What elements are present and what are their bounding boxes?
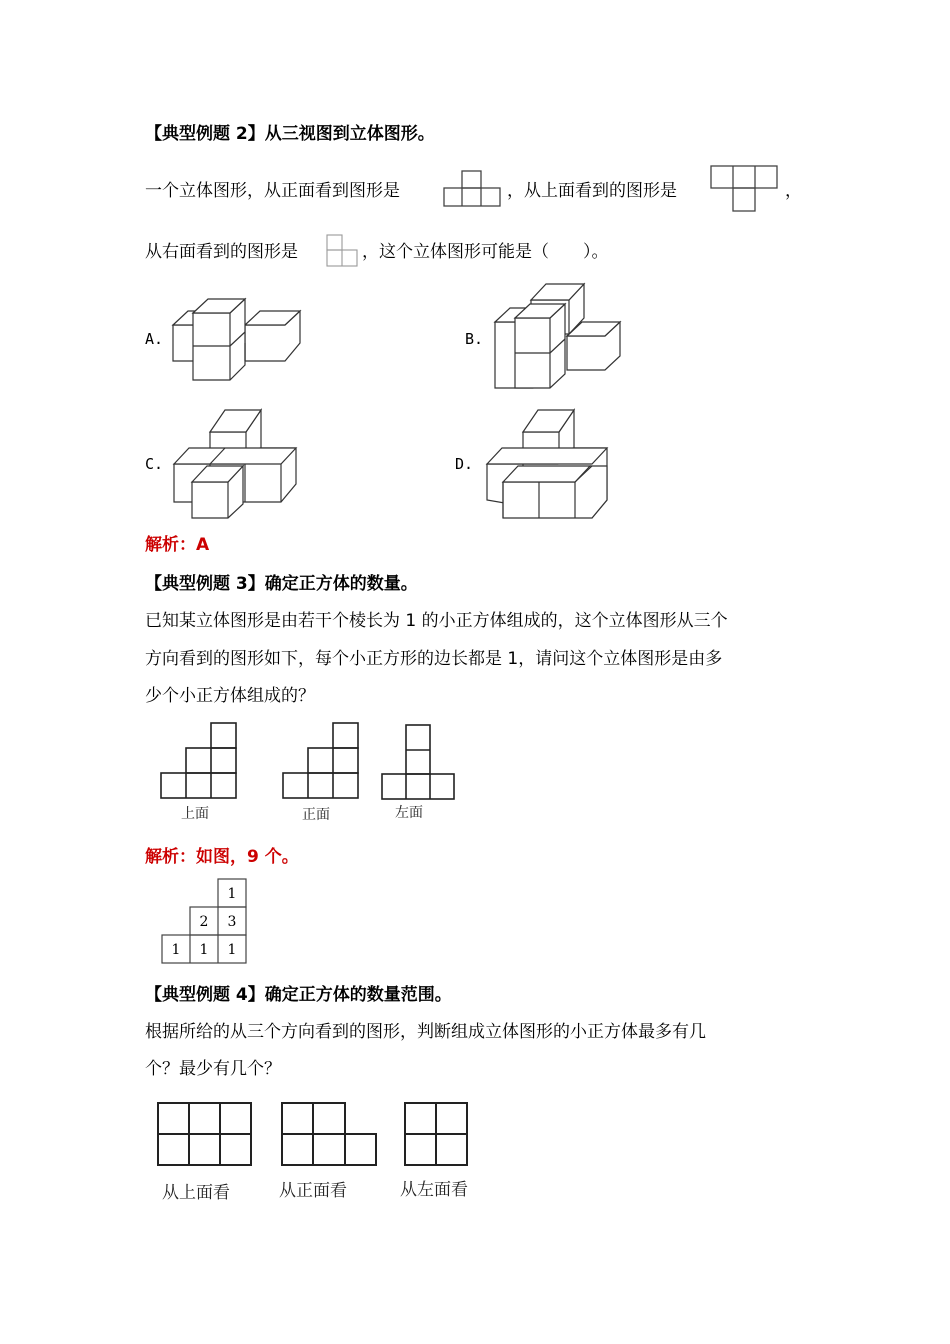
- right-view-figure: [325, 234, 361, 270]
- ex2-title: 【典型例题 2】从三视图到立体图形。: [145, 124, 435, 144]
- count-cell-mid-left: 2: [199, 914, 209, 930]
- ex3-para2: 方向看到的图形如下，每个小正方形的边长都是 1，请问这个立体图形是由多: [145, 649, 723, 669]
- option-d-figure: [485, 408, 610, 520]
- ex4-front-view: [280, 1101, 380, 1167]
- ex3-front-caption: 正面: [302, 807, 330, 823]
- count-cell-bottom-left: 1: [171, 942, 181, 958]
- ex4-left-view: [403, 1101, 471, 1167]
- count-cell-bottom-mid: 1: [199, 942, 209, 958]
- ex3-left-view: [381, 724, 459, 802]
- count-cell-mid-right: 3: [227, 914, 237, 930]
- ex2-line1-a: 一个立体图形，从正面看到图形是: [145, 181, 400, 201]
- ex3-top-caption: 上面: [181, 806, 209, 822]
- ex2-line2-a: 从右面看到的图形是: [145, 242, 298, 262]
- option-a-figure: [172, 290, 307, 382]
- ex4-title: 【典型例题 4】确定正方体的数量范围。: [145, 985, 452, 1005]
- count-cell-bottom-right: 1: [227, 942, 237, 958]
- ex4-left-caption: 从左面看: [400, 1180, 468, 1200]
- ex4-para2: 个？最少有几个？: [145, 1059, 281, 1079]
- ex4-para1: 根据所给的从三个方向看到的图形，判断组成立体图形的小正方体最多有几: [145, 1022, 706, 1042]
- option-c-figure: [172, 408, 302, 520]
- ex3-left-caption: 左面: [395, 805, 423, 821]
- ex3-count-grid: [161, 877, 251, 967]
- ex4-top-caption: 从上面看: [162, 1183, 230, 1203]
- ex2-line1-c: ，: [785, 181, 802, 201]
- ex3-title: 【典型例题 3】确定正方体的数量。: [145, 574, 418, 594]
- ex4-front-caption: 从正面看: [279, 1181, 347, 1201]
- option-d-label[interactable]: D.: [455, 455, 474, 473]
- count-cell-top: 1: [227, 886, 237, 902]
- ex2-line2-b: ，这个立体图形可能是（ ）。: [362, 242, 609, 262]
- option-b-figure: [493, 282, 623, 390]
- ex2-answer: 解析：A: [145, 535, 210, 555]
- ex3-answer: 解析：如图，9 个。: [145, 847, 299, 867]
- option-a-label[interactable]: A.: [145, 330, 164, 348]
- ex3-top-view: [160, 722, 240, 802]
- ex3-front-view: [282, 722, 362, 802]
- ex2-line1-b: ，从上面看到的图形是: [507, 181, 677, 201]
- top-view-figure: [710, 165, 780, 215]
- front-view-figure: [443, 170, 503, 208]
- option-c-label[interactable]: C.: [145, 455, 164, 473]
- ex3-para3: 少个小正方体组成的？: [145, 686, 315, 706]
- ex4-top-view: [156, 1101, 254, 1167]
- ex3-para1: 已知某立体图形是由若干个棱长为 1 的小正方体组成的，这个立体图形从三个: [145, 611, 728, 631]
- option-b-label[interactable]: B.: [465, 330, 484, 348]
